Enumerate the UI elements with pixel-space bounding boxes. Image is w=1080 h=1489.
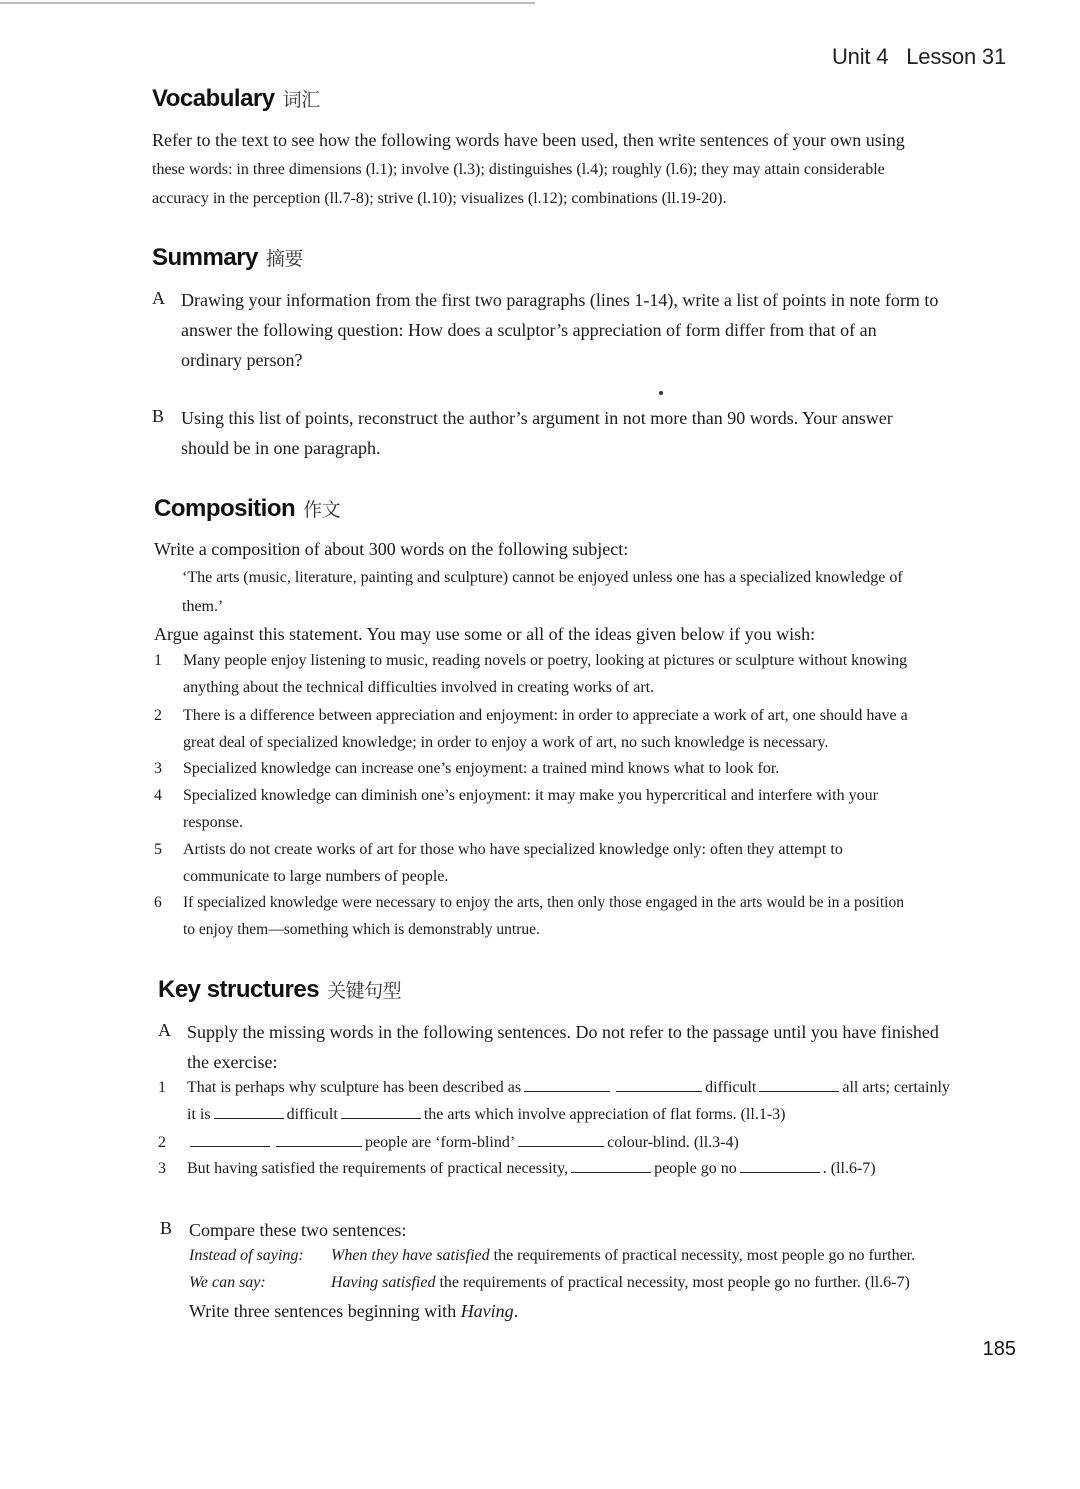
sentence-text: . (ll.6-7) (822, 1160, 876, 1177)
item-line: answer the following question: How does a sculptor’s appreciation of form differ from that of an (181, 320, 877, 340)
sentence-number: 1 (158, 1079, 166, 1096)
composition-idea-1 (154, 647, 1012, 701)
sentence-text: colour-blind. (ll.3-4) (607, 1134, 739, 1151)
composition-idea-2 (154, 702, 1012, 756)
exercise-sentence-3 (158, 1155, 1014, 1182)
compare-label: We can say: (189, 1274, 266, 1291)
composition-idea-3 (154, 755, 1012, 782)
item-line: Supply the missing words in the following sentences. Do not refer to the passage until you have finished (187, 1022, 939, 1042)
task-text: Write three sentences beginning with (189, 1301, 461, 1321)
page-number: 185 (982, 1338, 1016, 1360)
sentence-text: it is (187, 1106, 211, 1123)
sentence-number: 2 (158, 1134, 166, 1151)
composition-idea-4 (154, 782, 1012, 836)
item-line: the exercise: (187, 1052, 278, 1072)
lesson-label: Lesson 31 (906, 44, 1006, 69)
sentence-number: 3 (158, 1160, 166, 1177)
task-text: . (513, 1301, 519, 1321)
task-emphasis: Having (460, 1301, 514, 1321)
composition-quote (182, 563, 1014, 621)
compare-emphasis: When they have satisfied (331, 1247, 490, 1264)
vocabulary-line: these words: in three dimensions (l.1); involve (l.3); distinguishes (l.4); roughly (l.6); they may attain considerable (152, 161, 885, 178)
idea-line: Specialized knowledge can diminish one’s enjoyment: it may make you hypercritical and interfere with your (183, 787, 878, 804)
blank-field[interactable] (214, 1104, 284, 1119)
summary-title-cn: 摘要 (265, 248, 303, 270)
composition-instruction: Argue against this statement. You may use some or all of the ideas given below if you wish: (154, 624, 816, 644)
idea-line: There is a difference between appreciation and enjoyment: in order to appreciate a work of art, one should have a (183, 707, 908, 724)
compare-label: Instead of saying: (189, 1247, 304, 1264)
idea-line: to enjoy them—something which is demonstrably untrue. (183, 921, 540, 938)
idea-line: If specialized knowledge were necessary to enjoy the arts, then only those engaged in the arts would be in a position (183, 894, 904, 911)
compare-emphasis: Having satisfied (331, 1274, 436, 1291)
exercise-sentence-2 (158, 1129, 1014, 1156)
sentence-text: difficult (705, 1079, 757, 1096)
sentence-text: people go no (654, 1160, 737, 1177)
item-line: Drawing your information from the first two paragraphs (lines 1-14), write a list of points in note form to (181, 290, 939, 310)
blank-field[interactable] (524, 1077, 610, 1092)
blank-field[interactable] (341, 1104, 421, 1119)
sentence-text: difficult (286, 1106, 338, 1123)
idea-number: 3 (154, 760, 162, 777)
vocabulary-line: Refer to the text to see how the following words have been used, then write sentences of your own using (152, 130, 905, 150)
idea-line: response. (183, 814, 243, 831)
composition-intro: Write a composition of about 300 words on the following subject: (154, 539, 629, 559)
summary-title: Summary (152, 244, 258, 271)
composition-idea-6 (154, 889, 1012, 943)
item-letter: A (158, 1020, 171, 1040)
sentence-text: That is perhaps why sculpture has been described as (187, 1079, 522, 1096)
blank-field[interactable] (190, 1132, 270, 1147)
exercise-sentence-1 (158, 1074, 1014, 1130)
key-structures-title-cn: 关键句型 (327, 980, 402, 1002)
sentence-text: the arts which involve appreciation of flat forms. (ll.1-3) (423, 1106, 786, 1123)
item-line: ordinary person? (181, 350, 303, 370)
sentence-text: all arts; certainly (842, 1079, 950, 1096)
vocabulary-line: accuracy in the perception (ll.7-8); strive (l.10); visualizes (l.12); combinations (ll.19-20). (152, 190, 727, 207)
summary-heading (152, 244, 303, 272)
idea-number: 1 (154, 652, 162, 669)
compare-text: the requirements of practical necessity, most people go no further. (ll.6-7) (435, 1274, 910, 1291)
key-structures-title: Key structures (158, 976, 320, 1003)
item-letter: B (160, 1218, 173, 1238)
page-top-rule (0, 2, 535, 4)
blank-field[interactable] (518, 1132, 604, 1147)
vocabulary-title: Vocabulary (152, 85, 275, 112)
stray-dot (659, 391, 663, 395)
quote-line: ‘The arts (music, literature, painting and sculpture) cannot be enjoyed unless one has a specialized knowledge of (182, 569, 903, 586)
unit-label: Unit 4 (831, 44, 889, 69)
compare-intro: Compare these two sentences: (189, 1220, 407, 1240)
quote-line: them.’ (182, 598, 224, 615)
sentence-text: But having satisfied the requirements of practical necessity, (187, 1160, 569, 1177)
composition-title-cn: 作文 (303, 499, 341, 521)
compare-can-say-row (189, 1270, 1019, 1296)
vocabulary-title-cn: 词汇 (282, 89, 320, 111)
key-structures-heading (158, 976, 401, 1004)
item-letter: A (152, 288, 165, 308)
compare-instead-row (189, 1243, 1019, 1269)
idea-number: 4 (154, 787, 162, 804)
idea-number: 6 (154, 894, 162, 911)
idea-number: 2 (154, 707, 162, 724)
blank-field[interactable] (759, 1077, 839, 1092)
composition-idea-5 (154, 836, 1012, 890)
idea-line: Many people enjoy listening to music, reading novels or poetry, looking at pictures or sculpture without knowing (183, 652, 908, 669)
key-structures-a (158, 1017, 1014, 1077)
composition-title: Composition (154, 495, 296, 522)
compare-text: the requirements of practical necessity, most people go no further. (489, 1247, 916, 1264)
item-line: should be in one paragraph. (181, 438, 381, 458)
item-line: Using this list of points, reconstruct the author’s argument in not more than 90 words. Your answer (181, 408, 893, 428)
blank-field[interactable] (740, 1158, 820, 1173)
composition-heading (154, 495, 340, 523)
idea-line: communicate to large numbers of people. (183, 868, 449, 885)
vocabulary-heading (152, 85, 320, 113)
idea-line: Specialized knowledge can increase one’s enjoyment: a trained mind knows what to look for. (183, 760, 780, 777)
item-letter: B (152, 406, 165, 426)
idea-line: great deal of specialized knowledge; in order to enjoy a work of art, no such knowledge is necessary. (183, 734, 829, 751)
blank-field[interactable] (571, 1158, 651, 1173)
vocabulary-instructions (152, 126, 1012, 213)
having-task (189, 1297, 1009, 1326)
idea-line: anything about the technical difficulties involved in creating works of art. (183, 679, 655, 696)
blank-field[interactable] (276, 1132, 362, 1147)
idea-number: 5 (154, 841, 162, 858)
key-structures-b (160, 1215, 1016, 1245)
running-header (832, 44, 1006, 70)
sentence-text: people are ‘form-blind’ (365, 1134, 516, 1151)
idea-line: Artists do not create works of art for those who have specialized knowledge only: often they attempt to (183, 841, 843, 858)
blank-field[interactable] (616, 1077, 702, 1092)
